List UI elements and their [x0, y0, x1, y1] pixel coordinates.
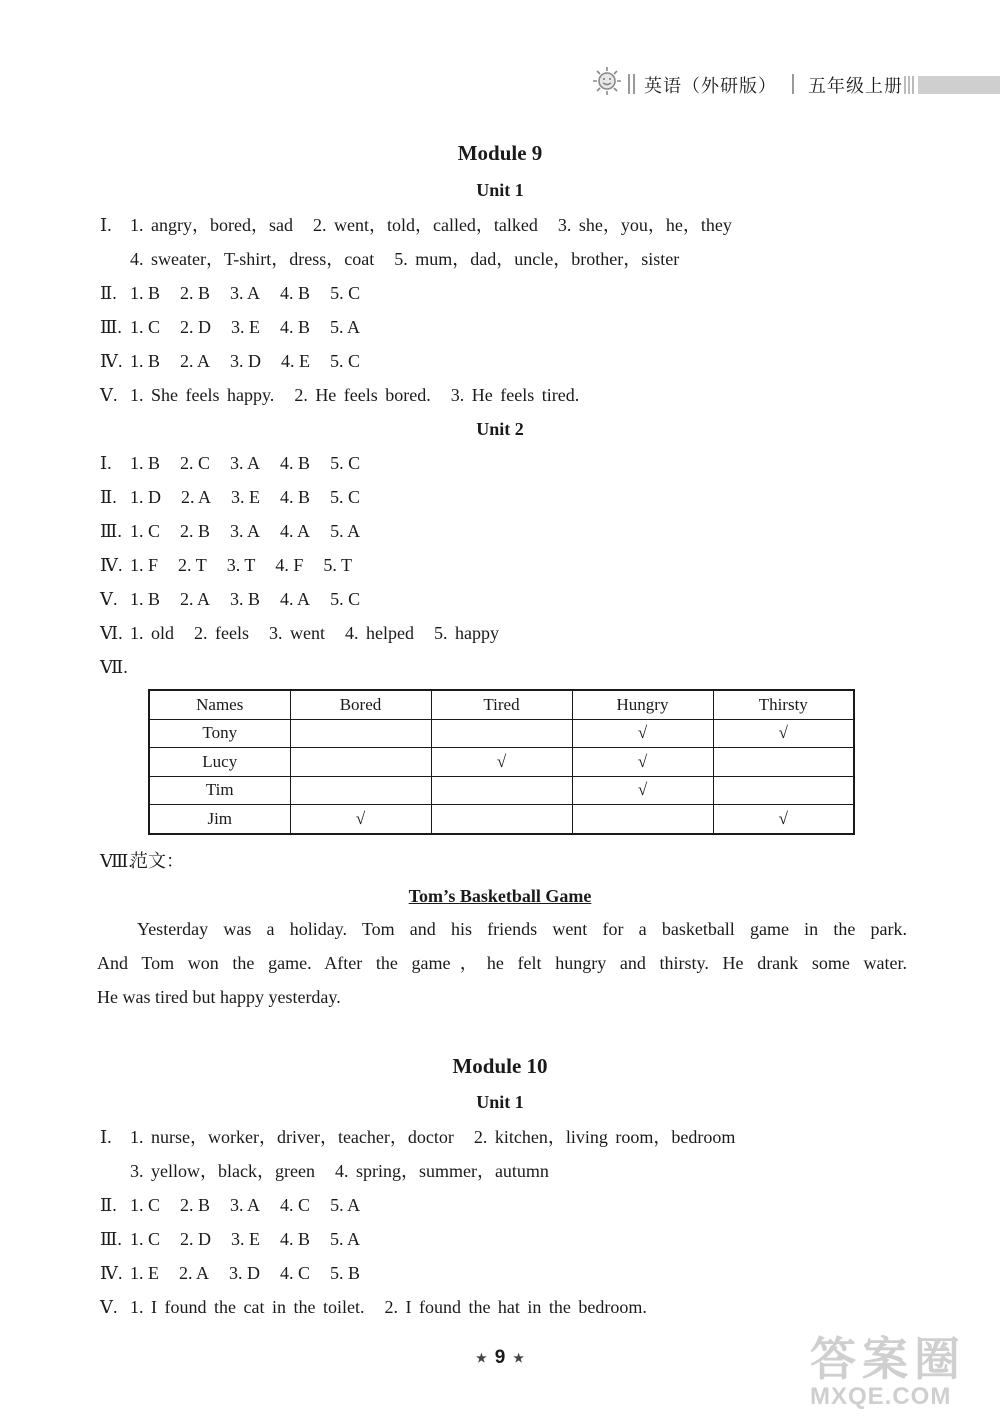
- answer: 4. E: [281, 351, 311, 371]
- section-number: Ⅴ.: [100, 589, 118, 609]
- page-header: [586, 62, 1000, 102]
- answer: 2. D: [180, 317, 212, 337]
- table-cell: [713, 776, 854, 805]
- essay-line: Yesterday was a holiday. Tom and his friends went for a basketball game in the park.: [137, 919, 907, 939]
- table-cell: √: [572, 719, 713, 748]
- table-row: [149, 776, 854, 805]
- answer-line: [100, 621, 519, 645]
- answer: 1. B: [130, 589, 161, 609]
- answer: 1. nurse，worker，driver，teacher，doctor: [130, 1127, 454, 1147]
- answer: 5. C: [330, 453, 361, 473]
- watermark-logo: [810, 1335, 966, 1411]
- answer: 4. spring，summer，autumn: [334, 1161, 549, 1181]
- answer: 2. went，told，called，talked: [312, 215, 538, 235]
- decor-stripes: [904, 76, 914, 94]
- divider: [792, 74, 804, 94]
- section-number: Ⅶ.: [100, 657, 128, 677]
- answer: 2. A: [179, 1263, 210, 1283]
- answer: 2. A: [181, 487, 212, 507]
- answer: 1. old: [130, 623, 175, 643]
- answer-line: [100, 1261, 380, 1285]
- answer: 3. A: [230, 1195, 261, 1215]
- sun-icon: [592, 66, 622, 96]
- answer: 4. B: [280, 453, 311, 473]
- answer: 5. C: [330, 283, 361, 303]
- table-header-row: [149, 690, 854, 719]
- answer: 4. sweater，T-shirt，dress，coat: [130, 249, 375, 269]
- answer: 3. T: [226, 555, 256, 575]
- table-cell: √: [431, 748, 572, 777]
- table-cell: Jim: [149, 805, 290, 834]
- answer: 2. A: [180, 589, 211, 609]
- answer: 3. He feels tired.: [450, 385, 580, 405]
- answer: 5. A: [330, 521, 361, 541]
- answer: 4. B: [280, 317, 311, 337]
- answer-line: [130, 247, 699, 271]
- answer-line: [130, 1159, 569, 1183]
- answer: 4. A: [280, 589, 311, 609]
- answer: 3. A: [230, 283, 261, 303]
- answer: 2. I found the hat in the bedroom.: [384, 1297, 647, 1317]
- answer: 5. T: [323, 555, 353, 575]
- answer: 3. B: [230, 589, 261, 609]
- answer: 1. B: [130, 283, 161, 303]
- column-header: Bored: [290, 690, 431, 719]
- unit-title: Unit 1: [476, 180, 524, 200]
- section-number: Ⅰ.: [100, 1127, 112, 1147]
- answer: 4. C: [280, 1263, 311, 1283]
- table-cell: [290, 776, 431, 805]
- answer-line: [100, 1295, 667, 1319]
- answer-line: [100, 451, 380, 475]
- answer: 2. B: [180, 283, 211, 303]
- answer: 1. C: [130, 317, 161, 337]
- table-cell: Lucy: [149, 748, 290, 777]
- section-number: Ⅱ.: [100, 487, 117, 507]
- answer: 5. mum，dad，uncle，brother，sister: [394, 249, 680, 269]
- table-cell: [713, 748, 854, 777]
- grade-label: 五年级上册: [808, 76, 903, 96]
- answer: 3. went: [269, 623, 325, 643]
- answer: 2. B: [180, 521, 211, 541]
- answer: 5. A: [330, 317, 361, 337]
- section-number: Ⅱ.: [100, 1195, 117, 1215]
- answer: 1. angry，bored，sad: [130, 215, 293, 235]
- table-row: [149, 719, 854, 748]
- table-cell: √: [572, 776, 713, 805]
- table-cell: [431, 719, 572, 748]
- star-icon: ★: [513, 1350, 525, 1365]
- answer: 5. C: [330, 351, 361, 371]
- section-number: Ⅷ.: [100, 851, 133, 871]
- answer: 1. C: [130, 521, 161, 541]
- answer: 5. C: [330, 589, 361, 609]
- table-row: [149, 805, 854, 834]
- answer: 4. F: [275, 555, 304, 575]
- essay-title: Tom’s Basketball Game: [408, 886, 592, 906]
- answer: 4. B: [280, 283, 311, 303]
- answer: 4. C: [280, 1195, 311, 1215]
- section-number: Ⅰ.: [100, 215, 112, 235]
- answer-line: [100, 519, 380, 543]
- essay-line: And Tom won the game. After the game，he felt hungry and thirsty. He drank some water.: [97, 953, 907, 973]
- table-cell: [572, 805, 713, 834]
- answer: 3. D: [229, 1263, 261, 1283]
- section-number: Ⅳ.: [100, 1263, 123, 1283]
- column-header: Tired: [431, 690, 572, 719]
- table-cell: [290, 748, 431, 777]
- table-cell: [290, 719, 431, 748]
- watermark-url: MXQE.COM: [810, 1383, 952, 1410]
- column-header: Hungry: [572, 690, 713, 719]
- column-header: Names: [149, 690, 290, 719]
- answer-line: [100, 1193, 380, 1217]
- module-title: Module 10: [452, 1054, 548, 1078]
- essay-line: He was tired but happy yesterday.: [97, 987, 341, 1007]
- answer: 4. B: [280, 1229, 311, 1249]
- answer: 5. C: [330, 487, 361, 507]
- answer-line: [100, 849, 184, 873]
- answer: 1. E: [130, 1263, 159, 1283]
- answer: 1. C: [130, 1195, 161, 1215]
- answer: 1. D: [130, 487, 161, 507]
- section-number: Ⅴ.: [100, 385, 118, 405]
- unit-title: Unit 1: [476, 1092, 524, 1112]
- answer: 2. A: [180, 351, 211, 371]
- table-cell: √: [713, 805, 854, 834]
- answer: 1. I found the cat in the toilet.: [130, 1297, 365, 1317]
- answer-line: [100, 349, 380, 373]
- answer: 2. D: [180, 1229, 212, 1249]
- answer: 3. E: [231, 1229, 261, 1249]
- answer: 1. C: [130, 1229, 161, 1249]
- table-cell: √: [290, 805, 431, 834]
- column-header: Thirsty: [713, 690, 854, 719]
- answer-line: [100, 383, 599, 407]
- subject-label: 英语（外研版）: [644, 76, 777, 96]
- section-number: Ⅲ.: [100, 317, 122, 337]
- answer: 3. she，you，he，they: [557, 215, 732, 235]
- table-row: [149, 748, 854, 777]
- answer-line: [100, 213, 752, 237]
- answer-line: [100, 281, 380, 305]
- answer: 1. B: [130, 453, 161, 473]
- answer: 3. E: [231, 487, 261, 507]
- table-cell: √: [713, 719, 854, 748]
- answer: 5. A: [330, 1195, 361, 1215]
- answer: 2. C: [180, 453, 211, 473]
- page-number: 9: [494, 1347, 506, 1368]
- table-cell: Tim: [149, 776, 290, 805]
- answer: 1. B: [130, 351, 161, 371]
- answer: 5. happy: [433, 623, 499, 643]
- answer: 5. A: [330, 1229, 361, 1249]
- decor-band: [918, 76, 1000, 94]
- answer-line: [100, 485, 380, 509]
- section-number: Ⅳ.: [100, 555, 123, 575]
- feelings-table: [148, 689, 855, 835]
- answer: 3. E: [231, 317, 261, 337]
- star-icon: ★: [475, 1350, 487, 1365]
- section-number: Ⅲ.: [100, 521, 122, 541]
- section-number: Ⅳ.: [100, 351, 123, 371]
- answer-line: [100, 315, 380, 339]
- answer: 1. She feels happy.: [130, 385, 275, 405]
- section-number: Ⅱ.: [100, 283, 117, 303]
- answer: 4. A: [280, 521, 311, 541]
- answer: 4. helped: [345, 623, 414, 643]
- answer-line: [100, 1227, 380, 1251]
- answer: 3. A: [230, 521, 261, 541]
- answer: 2. feels: [194, 623, 249, 643]
- answer: 2. He feels bored.: [294, 385, 431, 405]
- answer: 2. B: [180, 1195, 211, 1215]
- unit-title: Unit 2: [476, 419, 524, 439]
- answer-line: [100, 655, 130, 679]
- watermark-text: 答案圈: [810, 1333, 966, 1385]
- answer: 1. F: [130, 555, 159, 575]
- answer-line: [100, 1125, 755, 1149]
- table-cell: Tony: [149, 719, 290, 748]
- essay-title-wrap: [0, 884, 1000, 908]
- answer: 2. T: [178, 555, 207, 575]
- table-cell: √: [572, 748, 713, 777]
- table-cell: [431, 776, 572, 805]
- table-cell: [431, 805, 572, 834]
- answer-line: [100, 587, 380, 611]
- answer-line: [100, 553, 372, 577]
- answer: 2. kitchen，living room，bedroom: [473, 1127, 736, 1147]
- module-title: Module 9: [457, 141, 543, 165]
- section-number: Ⅲ.: [100, 1229, 122, 1249]
- sample-essay-label: 范文：: [130, 851, 184, 871]
- answer: 3. A: [230, 453, 261, 473]
- divider: [628, 74, 640, 94]
- section-number: Ⅵ.: [100, 623, 123, 643]
- answer: 4. B: [280, 487, 311, 507]
- section-number: Ⅴ.: [100, 1297, 118, 1317]
- section-number: Ⅰ.: [100, 453, 112, 473]
- answer: 3. D: [230, 351, 262, 371]
- answer: 3. yellow，black，green: [130, 1161, 315, 1181]
- answer: 5. B: [330, 1263, 361, 1283]
